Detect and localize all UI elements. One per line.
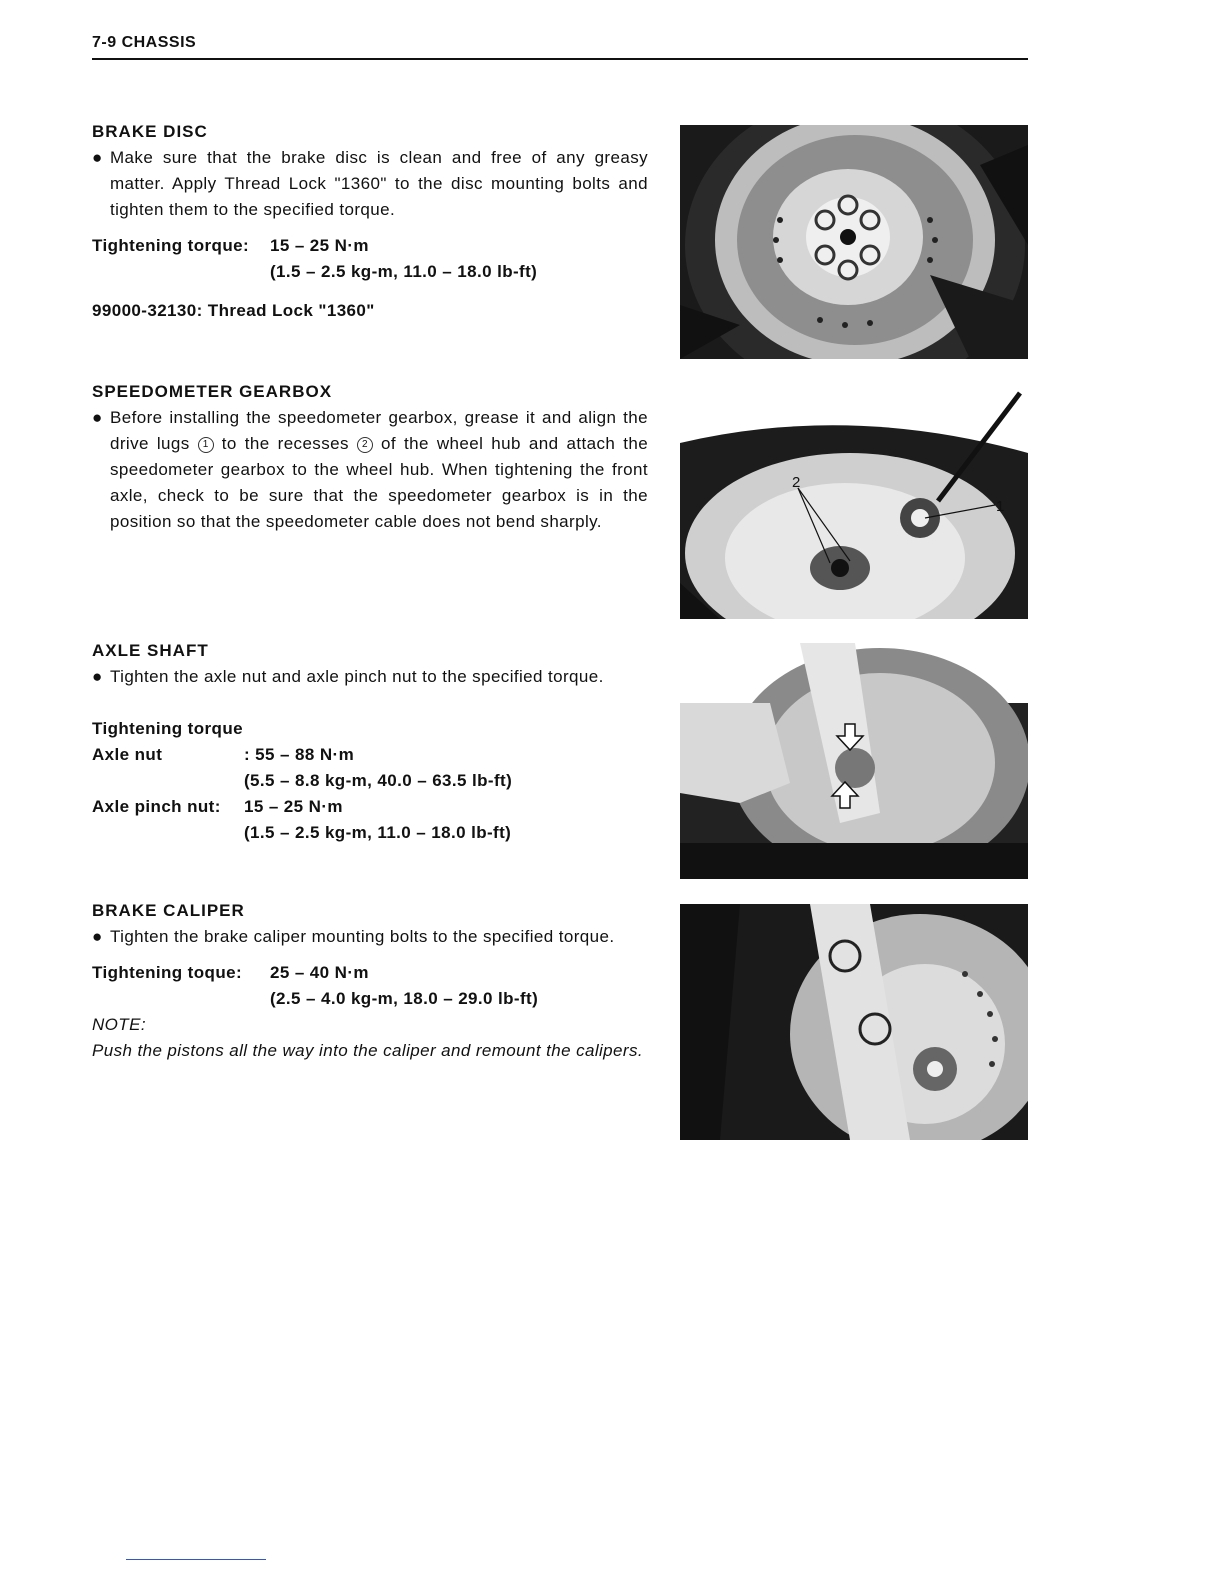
marker-2-icon: 2 — [357, 437, 373, 453]
note-text: Push the pistons all the way into the caliper and remount the calipers. — [92, 1041, 643, 1060]
photo-brake-caliper — [680, 904, 1028, 1140]
section-brake-caliper — [92, 898, 648, 1064]
speedometer-bullet-text: Before installing the speedometer gearbox, grease it and align the drive lugs 1 to the recesses 2 of the wheel hub and attach the speedometer gearbox to the wheel hub. When tightening the front axle, check to be sure that the speedometer gearbox is in the position so that the speedometer cable does not bend sharply. — [110, 408, 649, 531]
speedo-callout-1: 1 — [996, 498, 1005, 515]
section-brake-disc — [92, 119, 648, 324]
photo-speedometer-gearbox — [680, 383, 1028, 619]
note-label: NOTE: — [92, 1015, 146, 1034]
axle-pinch-alt: (1.5 – 2.5 kg-m, 11.0 – 18.0 lb-ft) — [244, 823, 512, 842]
axle-pinch-label: Axle pinch nut: — [92, 797, 221, 816]
caliper-torque-alt: (2.5 – 4.0 kg-m, 18.0 – 29.0 lb-ft) — [270, 989, 539, 1008]
caliper-bullet-text: Tighten the brake caliper mounting bolts to the specified torque. — [110, 927, 615, 946]
header-rule — [92, 58, 1028, 60]
bullet-icon: ● — [92, 408, 103, 427]
axle-pinch-row — [92, 794, 648, 820]
axle-nut-row — [92, 742, 648, 768]
brake-disc-heading: BRAKE DISC — [92, 122, 208, 141]
axle-nut-value: : 55 – 88 N·m — [244, 745, 355, 764]
speedo-callout-2: 2 — [792, 474, 801, 491]
caliper-bullet — [92, 924, 648, 950]
thread-lock-part-number: 99000-32130: Thread Lock "1360" — [92, 301, 375, 320]
axle-pinch-value: 15 – 25 N·m — [244, 797, 343, 816]
page-header: 7-9 CHASSIS — [92, 34, 197, 51]
bullet-icon: ● — [92, 148, 103, 167]
caliper-torque-label: Tightening toque: — [92, 963, 243, 982]
brake-disc-torque-alt: (1.5 – 2.5 kg-m, 11.0 – 18.0 lb-ft) — [270, 262, 538, 281]
caliper-heading: BRAKE CALIPER — [92, 901, 245, 920]
axle-nut-label: Axle nut — [92, 745, 163, 764]
photo-brake-disc — [680, 125, 1028, 359]
brake-disc-bullet-text: Make sure that the brake disc is clean and free of any greasy matter. Apply Thread Lock "1360" to the disc mounting bolts and tighten them to the specified torque. — [110, 148, 648, 219]
axle-bullet-text: Tighten the axle nut and axle pinch nut to the specified torque. — [110, 667, 604, 686]
caliper-torque-row — [92, 960, 648, 986]
section-speedometer — [92, 379, 648, 535]
bullet-icon: ● — [92, 667, 103, 686]
speedometer-heading: SPEEDOMETER GEARBOX — [92, 382, 333, 401]
brake-disc-torque-value: 15 – 25 N·m — [270, 236, 369, 255]
axle-bullet — [92, 664, 648, 690]
brake-disc-bullet — [92, 145, 648, 223]
axle-torque-title: Tightening torque — [92, 719, 243, 738]
axle-nut-alt: (5.5 – 8.8 kg-m, 40.0 – 63.5 lb-ft) — [244, 771, 513, 790]
brake-disc-torque-row — [92, 233, 648, 259]
bullet-icon: ● — [92, 927, 103, 946]
photo-axle-shaft — [680, 643, 1028, 879]
footer-line — [126, 1559, 266, 1560]
section-axle-shaft — [92, 638, 648, 846]
marker-1-icon: 1 — [198, 437, 214, 453]
speedometer-bullet — [92, 405, 648, 535]
axle-heading: AXLE SHAFT — [92, 641, 209, 660]
caliper-torque-value: 25 – 40 N·m — [270, 963, 369, 982]
brake-disc-torque-label: Tightening torque: — [92, 236, 250, 255]
